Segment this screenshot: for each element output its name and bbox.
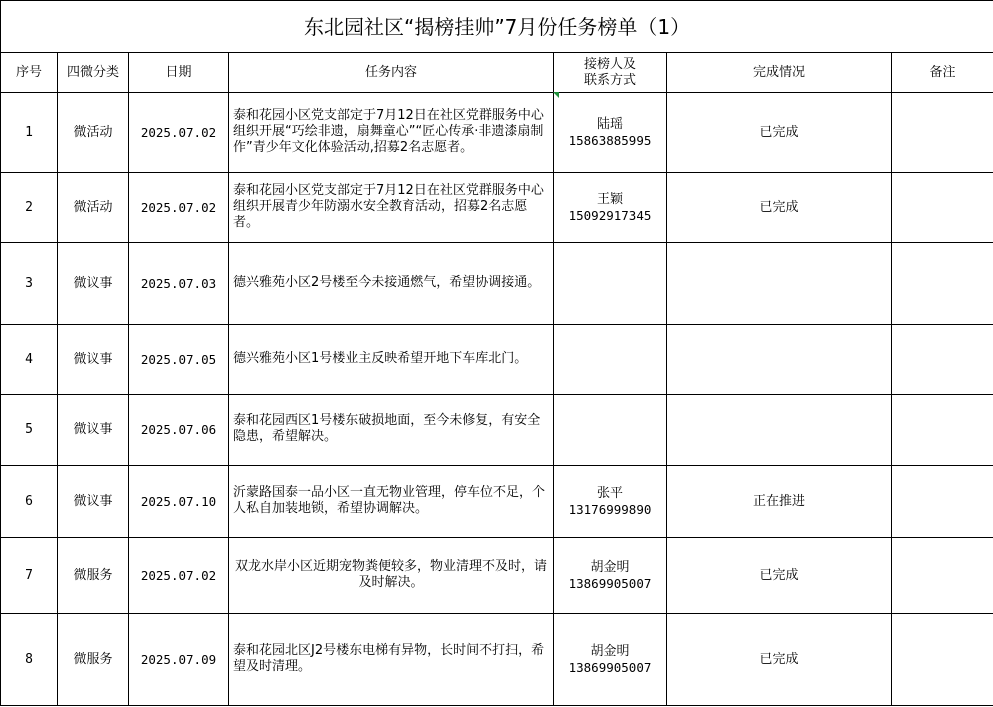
row-status: 已完成 bbox=[667, 93, 892, 173]
row-remarks bbox=[892, 325, 993, 395]
comment-marker-icon bbox=[553, 92, 559, 98]
table-row bbox=[1, 395, 993, 466]
table-row bbox=[1, 614, 993, 706]
row-category: 微服务 bbox=[58, 538, 129, 614]
header-status: 完成情况 bbox=[667, 53, 892, 93]
contact-name: 陆瑶 bbox=[596, 116, 623, 132]
row-date: 2025.07.02 bbox=[129, 173, 229, 243]
row-date: 2025.07.05 bbox=[129, 325, 229, 395]
row-remarks bbox=[892, 243, 993, 325]
header-contact-line1: 接榜人及 bbox=[583, 56, 636, 72]
row-date: 2025.07.03 bbox=[129, 243, 229, 325]
row-date: 2025.07.09 bbox=[129, 614, 229, 706]
row-date: 2025.07.10 bbox=[129, 466, 229, 538]
contact-name: 胡金明 bbox=[590, 559, 630, 575]
table-row bbox=[1, 325, 993, 395]
contact-phone: 13869905007 bbox=[568, 659, 652, 675]
header-date: 日期 bbox=[129, 53, 229, 93]
row-status: 已完成 bbox=[667, 614, 892, 706]
contact-phone: 13176999890 bbox=[568, 501, 652, 517]
row-index: 3 bbox=[1, 243, 58, 325]
row-index: 1 bbox=[1, 93, 58, 173]
row-contact bbox=[554, 538, 667, 614]
row-category: 微议事 bbox=[58, 243, 129, 325]
header-task: 任务内容 bbox=[229, 53, 554, 93]
row-contact bbox=[554, 173, 667, 243]
row-status: 已完成 bbox=[667, 173, 892, 243]
row-contact bbox=[554, 93, 667, 173]
table-row bbox=[1, 93, 993, 173]
row-index: 7 bbox=[1, 538, 58, 614]
contact-phone: 13869905007 bbox=[568, 575, 652, 591]
contact-name: 胡金明 bbox=[590, 643, 630, 659]
row-contact bbox=[554, 614, 667, 706]
row-task: 泰和花园小区党支部定于7月12日在社区党群服务中心组织开展青少年防溺水安全教育活动，招募2名志愿者。 bbox=[229, 173, 554, 243]
row-remarks bbox=[892, 173, 993, 243]
row-index: 5 bbox=[1, 395, 58, 466]
sheet-title: 东北园社区“揭榜挂帅”7月份任务榜单（1） bbox=[1, 1, 993, 53]
table-row bbox=[1, 243, 993, 325]
row-remarks bbox=[892, 538, 993, 614]
row-remarks bbox=[892, 395, 993, 466]
row-task: 泰和花园西区1号楼东破损地面，至今未修复，有安全隐患，希望解决。 bbox=[229, 395, 554, 466]
row-category: 微活动 bbox=[58, 93, 129, 173]
row-status: 正在推进 bbox=[667, 466, 892, 538]
table-row bbox=[1, 538, 993, 614]
header-contact-line2: 联系方式 bbox=[583, 72, 636, 88]
row-status bbox=[667, 395, 892, 466]
row-status bbox=[667, 243, 892, 325]
row-date: 2025.07.06 bbox=[129, 395, 229, 466]
row-task: 德兴雅苑小区2号楼至今未接通燃气，希望协调接通。 bbox=[229, 243, 554, 325]
row-task: 德兴雅苑小区1号楼业主反映希望开地下车库北门。 bbox=[229, 325, 554, 395]
table-row bbox=[1, 173, 993, 243]
contact-phone: 15863885995 bbox=[568, 132, 652, 148]
row-remarks bbox=[892, 466, 993, 538]
row-status: 已完成 bbox=[667, 538, 892, 614]
contact-name: 张平 bbox=[596, 485, 623, 501]
row-contact bbox=[554, 325, 667, 395]
row-category: 微议事 bbox=[58, 466, 129, 538]
row-index: 6 bbox=[1, 466, 58, 538]
row-remarks bbox=[892, 93, 993, 173]
row-remarks bbox=[892, 614, 993, 706]
row-date: 2025.07.02 bbox=[129, 538, 229, 614]
contact-phone: 15092917345 bbox=[568, 207, 652, 223]
row-index: 2 bbox=[1, 173, 58, 243]
row-task: 泰和花园小区党支部定于7月12日在社区党群服务中心组织开展“巧绘非遗，扇舞童心”“匠心传承·非遗漆扇制作”青少年文化体验活动,招募2名志愿者。 bbox=[229, 93, 554, 173]
row-date: 2025.07.02 bbox=[129, 93, 229, 173]
row-category: 微活动 bbox=[58, 173, 129, 243]
title-row bbox=[1, 1, 993, 53]
header-contact bbox=[554, 53, 667, 93]
row-contact bbox=[554, 466, 667, 538]
row-contact bbox=[554, 395, 667, 466]
contact-name: 王颖 bbox=[596, 191, 623, 207]
row-index: 4 bbox=[1, 325, 58, 395]
row-contact bbox=[554, 243, 667, 325]
header-category: 四微分类 bbox=[58, 53, 129, 93]
row-index: 8 bbox=[1, 614, 58, 706]
row-task: 泰和花园北区J2号楼东电梯有异物，长时间不打扫，希望及时清理。 bbox=[229, 614, 554, 706]
row-category: 微议事 bbox=[58, 325, 129, 395]
table-row bbox=[1, 466, 993, 538]
header-index: 序号 bbox=[1, 53, 58, 93]
row-task: 双龙水岸小区近期宠物粪便较多，物业清理不及时，请及时解决。 bbox=[229, 538, 554, 614]
row-category: 微服务 bbox=[58, 614, 129, 706]
row-status bbox=[667, 325, 892, 395]
header-row bbox=[1, 53, 993, 93]
row-category: 微议事 bbox=[58, 395, 129, 466]
row-task: 沂蒙路国泰一品小区一直无物业管理，停车位不足，个人私自加装地锁，希望协调解决。 bbox=[229, 466, 554, 538]
header-remarks: 备注 bbox=[892, 53, 993, 93]
